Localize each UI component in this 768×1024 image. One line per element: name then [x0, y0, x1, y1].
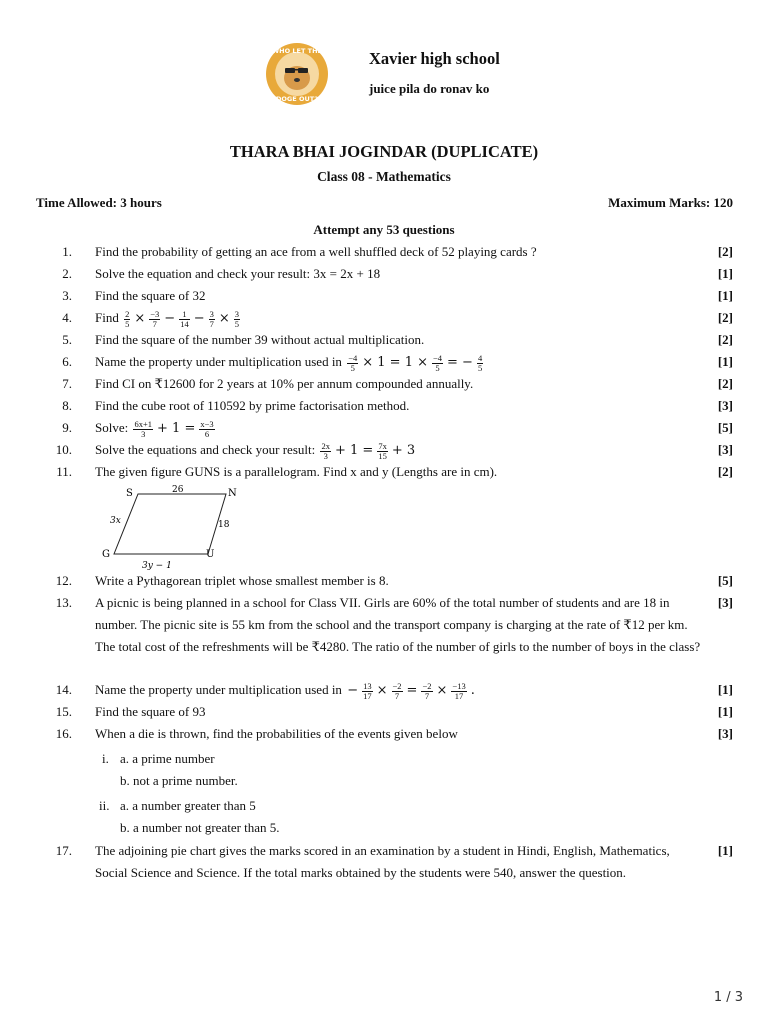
question-lead: Name the property under multiplication used in: [95, 354, 342, 369]
question-number: 4.: [62, 310, 72, 325]
question-text: Find CI on ₹12600 for 2 years at 10% per annum compounded annually.: [95, 376, 474, 391]
question-text: Find $\frac{2}{5}$ × $\frac{-3}{7}$ − $\frac{1}{14}$ − $\frac{3}{7}$ × $\frac{3}{5}$: [95, 308, 240, 329]
fraction: $\frac{-4}{5}$: [432, 352, 443, 373]
time-allowed: Time Allowed: 3 hours: [36, 195, 162, 210]
school-tagline: juice pila do ronav ko: [369, 81, 490, 96]
instruction: Attempt any 53 questions: [313, 222, 455, 237]
fraction: $\frac{2}{5}$: [125, 308, 130, 329]
question-marks: [1]: [717, 704, 733, 719]
question-text: Name the property under multiplication used in $\frac{-4}{5}$ × 1 = 1 × $\frac{-4}{5}$ = − $\frac{4}{5}$: [95, 352, 483, 373]
logo-text-top: WHO LET THE: [272, 47, 322, 55]
maximum-marks: Maximum Marks: 120: [608, 195, 733, 210]
vertex-u: U: [206, 549, 215, 560]
school-name: Xavier high school: [369, 49, 500, 68]
fraction: $\frac{-3}{7}$: [150, 308, 160, 329]
question-number: 7.: [62, 376, 72, 391]
vertex-g: G: [102, 549, 110, 560]
question-text: Find the probability of getting an ace from a well shuffled deck of 52 playing cards ?: [95, 244, 537, 259]
question-number: 9.: [62, 420, 72, 435]
question-number: 6.: [62, 354, 72, 369]
question-number: 10.: [55, 442, 72, 457]
question-number: 8.: [62, 398, 72, 413]
side-top-label: 26: [172, 485, 184, 495]
fraction: $\frac{1}{14}$: [180, 308, 189, 329]
question-marks: [1]: [717, 843, 733, 858]
subpart-item: a. a prime number: [120, 751, 215, 766]
fraction: $\frac{-13}{17}$: [452, 680, 466, 701]
question-text: Find the cube root of 110592 by prime factorisation method.: [95, 398, 410, 413]
subpart-label: ii.: [99, 798, 110, 813]
logo-text-bottom: DOGE OUT?: [276, 95, 318, 103]
question-marks: [3]: [717, 442, 733, 457]
question-text: Find the square of the number 39 without actual multiplication.: [95, 332, 425, 347]
parallelogram-figure: [96, 482, 256, 574]
question-text: Write a Pythagorean triplet whose smallest member is 8.: [95, 573, 389, 588]
subpart-label: i.: [102, 751, 109, 766]
question-text: Solve the equation and check your result: 3x = 2x + 18: [95, 266, 381, 281]
doge-logo: [258, 38, 336, 112]
fraction: $\frac{3}{5}$: [234, 308, 240, 329]
question-marks: [2]: [717, 244, 733, 259]
question-number: 14.: [55, 682, 72, 697]
question-text: A picnic is being planned in a school for Class VII. Girls are 60% of the total number of students and are 18 in number. The picnic site is 55 km from the school and the transport company is charging at the rate of ₹12 per km. The total cost of the refreshments will be ₹4280. The ratio of the number of girls to the number of boys in the class?: [95, 595, 701, 654]
fraction: $\frac{3}{7}$: [209, 308, 214, 329]
vertex-n: N: [228, 488, 237, 499]
question-number: 5.: [62, 332, 72, 347]
question-number: 17.: [55, 843, 72, 858]
question-marks: [1]: [717, 354, 733, 369]
question-marks: [5]: [717, 420, 733, 435]
paper-title: THARA BHAI JOGINDAR (DUPLICATE): [229, 142, 539, 161]
subpart-item: a. a number greater than 5: [120, 798, 256, 813]
question-marks: [5]: [717, 573, 733, 588]
paper-subtitle: Class 08 - Mathematics: [317, 169, 451, 184]
question-number: 2.: [62, 266, 72, 281]
question-marks: [3]: [717, 398, 733, 413]
subpart-item: b. a number not greater than 5.: [120, 820, 280, 835]
question-number: 1.: [62, 244, 72, 259]
page-number: 1 / 3: [713, 990, 743, 1005]
question-lead: Find: [95, 310, 119, 325]
fraction: $\frac{x-3}{6}$: [200, 418, 214, 439]
question-marks: [2]: [717, 376, 733, 391]
fraction: $\frac{-2}{7}$: [422, 680, 432, 701]
question-marks: [3]: [717, 595, 733, 610]
fraction: $\frac{6x+1}{3}$: [134, 418, 153, 439]
question-number: 11.: [56, 464, 72, 479]
question-number: 15.: [55, 704, 72, 719]
question-marks: [2]: [717, 464, 733, 479]
question-marks: [2]: [717, 310, 733, 325]
question-lead: Name the property under multiplication used in: [95, 682, 342, 697]
fraction: $\frac{13}{17}$: [363, 680, 372, 701]
fraction: $\frac{-4}{5}$: [348, 352, 358, 373]
fraction: $\frac{4}{5}$: [477, 352, 483, 373]
question-text: Solve: $\frac{6x+1}{3}$ + 1 = $\frac{x-3}{6}$: [95, 418, 214, 439]
question-marks: [1]: [717, 682, 733, 697]
question-text: Find the square of 32: [95, 288, 206, 303]
question-marks: [3]: [717, 726, 733, 741]
question-number: 3.: [62, 288, 72, 303]
question-number: 12.: [55, 573, 72, 588]
question-number: 13.: [55, 595, 72, 610]
vertex-s: S: [126, 488, 133, 499]
question-marks: [1]: [717, 288, 733, 303]
question-text: Find the square of 93: [95, 704, 206, 719]
question-lead: Solve:: [95, 420, 129, 435]
subpart-item: b. not a prime number.: [120, 773, 238, 788]
question-text: When a die is thrown, find the probabilities of the events given below: [95, 726, 458, 741]
side-bottom-label: 3y − 1: [142, 561, 172, 571]
question-lead: Solve the equations and check your result:: [95, 442, 316, 457]
side-right-label: 18: [218, 520, 230, 530]
question-marks: [1]: [717, 266, 733, 281]
fraction: $\frac{2x}{3}$: [321, 440, 330, 461]
question-number: 16.: [55, 726, 72, 741]
fraction: $\frac{7x}{15}$: [378, 440, 387, 461]
question-marks: [2]: [717, 332, 733, 347]
question-text: The adjoining pie chart gives the marks scored in an examination by a student in Hindi, English, Mathematics, Social Science and Science. If the total marks obtained by the students were 540, answer the question.: [95, 843, 670, 880]
question-text: Solve the equations and check your result: $\frac{2x}{3}$ + 1 = $\frac{7x}{15}$ + 3: [95, 440, 416, 461]
question-text: Name the property under multiplication used in − $\frac{13}{17}$ × $\frac{-2}{7}$ = $\frac{-2}{7}$ × $\frac{-13}{17}$ .: [95, 680, 475, 701]
fraction: $\frac{-2}{7}$: [392, 680, 402, 701]
side-left-label: 3x: [110, 516, 121, 526]
question-text: The given figure GUNS is a parallelogram. Find x and y (Lengths are in cm).: [95, 464, 498, 479]
